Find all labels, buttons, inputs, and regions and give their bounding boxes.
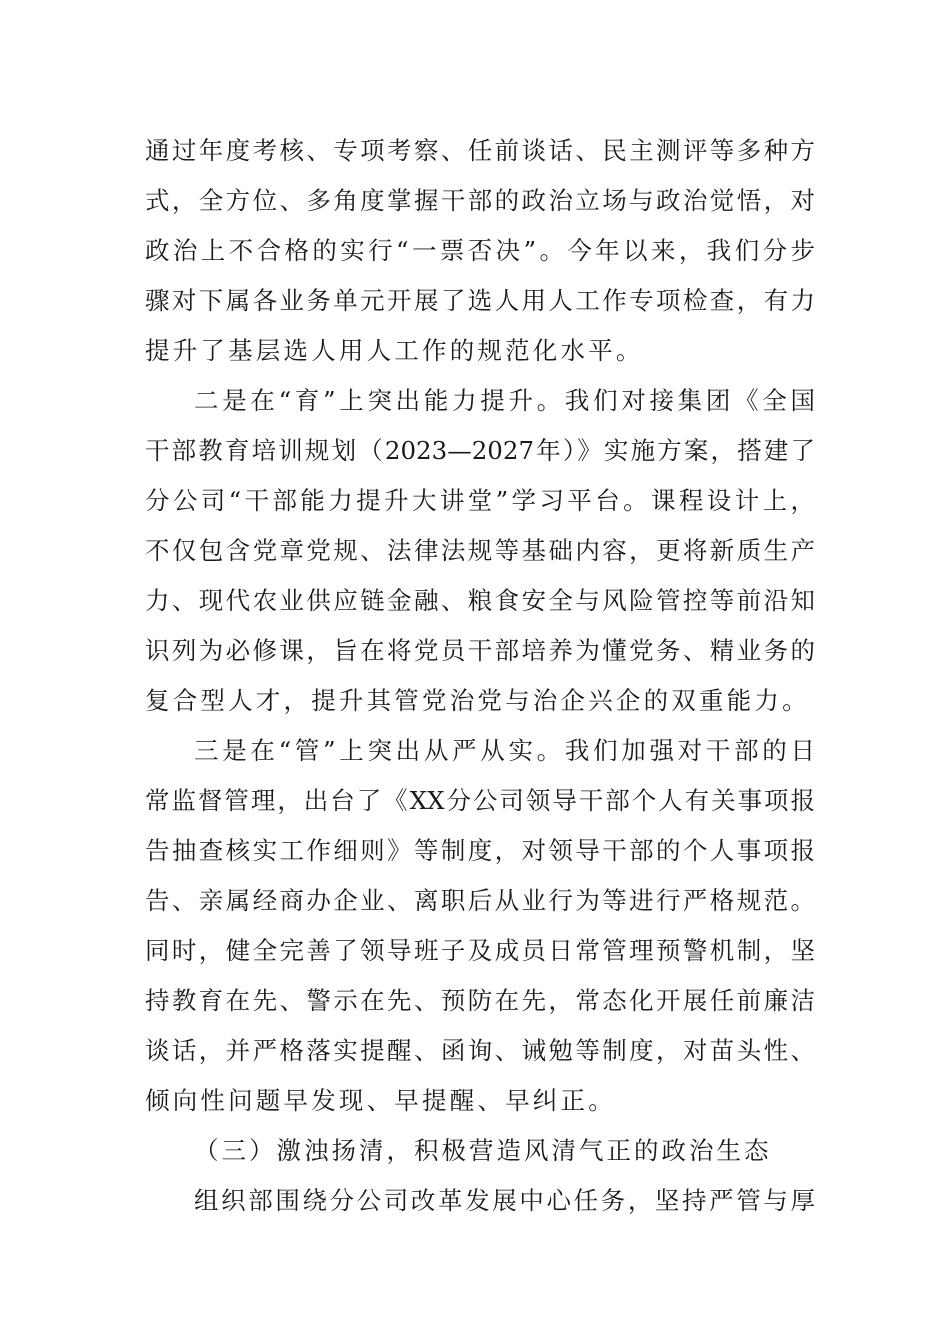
paragraph-line: 分公司“干部能力提升大讲堂”学习平台。课程设计上， [145, 486, 815, 515]
paragraph-line: 同时，健全完善了领导班子及成员日常管理预警机制，坚 [145, 936, 815, 965]
paragraph-line: 组织部围绕分公司改革发展中心任务，坚持严管与厚 [194, 1186, 815, 1215]
paragraph-line: 提升了基层选人用人工作的规范化水平。 [145, 336, 644, 365]
paragraph-line: 骤对下属各业务单元开展了选人用人工作专项检查，有力 [145, 286, 815, 315]
paragraph-line: 通过年度考核、专项考察、任前谈话、民主测评等多种方 [145, 136, 815, 165]
paragraph-line: 识列为必修课，旨在将党员干部培养为懂党务、精业务的 [145, 636, 815, 665]
paragraph-line: 告抽查核实工作细则》等制度，对领导干部的个人事项报 [145, 836, 815, 865]
paragraph-line: 二是在“育”上突出能力提升。我们对接集团《全国 [194, 386, 815, 415]
paragraph-line: 式，全方位、多角度掌握干部的政治立场与政治觉悟，对 [145, 186, 815, 215]
paragraph-line: 告、亲属经商办企业、离职后从业行为等进行严格规范。 [145, 886, 815, 915]
section-heading: （三）激浊扬清，积极营造风清气正的政治生态 [194, 1136, 772, 1165]
paragraph-line: 常监督管理，出台了《XX分公司领导干部个人有关事项报 [145, 786, 815, 815]
paragraph-line: 三是在“管”上突出从严从实。我们加强对干部的日 [194, 736, 815, 765]
paragraph-line: 持教育在先、警示在先、预防在先，常态化开展任前廉洁 [145, 986, 815, 1015]
paragraph-line: 不仅包含党章党规、法律法规等基础内容，更将新质生产 [145, 536, 815, 565]
paragraph-line: 干部教育培训规划（2023—2027年）》实施方案，搭建了 [145, 436, 815, 465]
paragraph-line: 复合型人才，提升其管党治党与治企兴企的双重能力。 [145, 686, 810, 715]
paragraph-line: 政治上不合格的实行“一票否决”。今年以来，我们分步 [145, 236, 815, 265]
paragraph-line: 力、现代农业供应链金融、粮食安全与风险管控等前沿知 [145, 586, 815, 615]
paragraph-line: 倾向性问题早发现、早提醒、早纠正。 [145, 1086, 616, 1115]
paragraph-line: 谈话，并严格落实提醒、函询、诫勉等制度，对苗头性、 [145, 1036, 815, 1065]
